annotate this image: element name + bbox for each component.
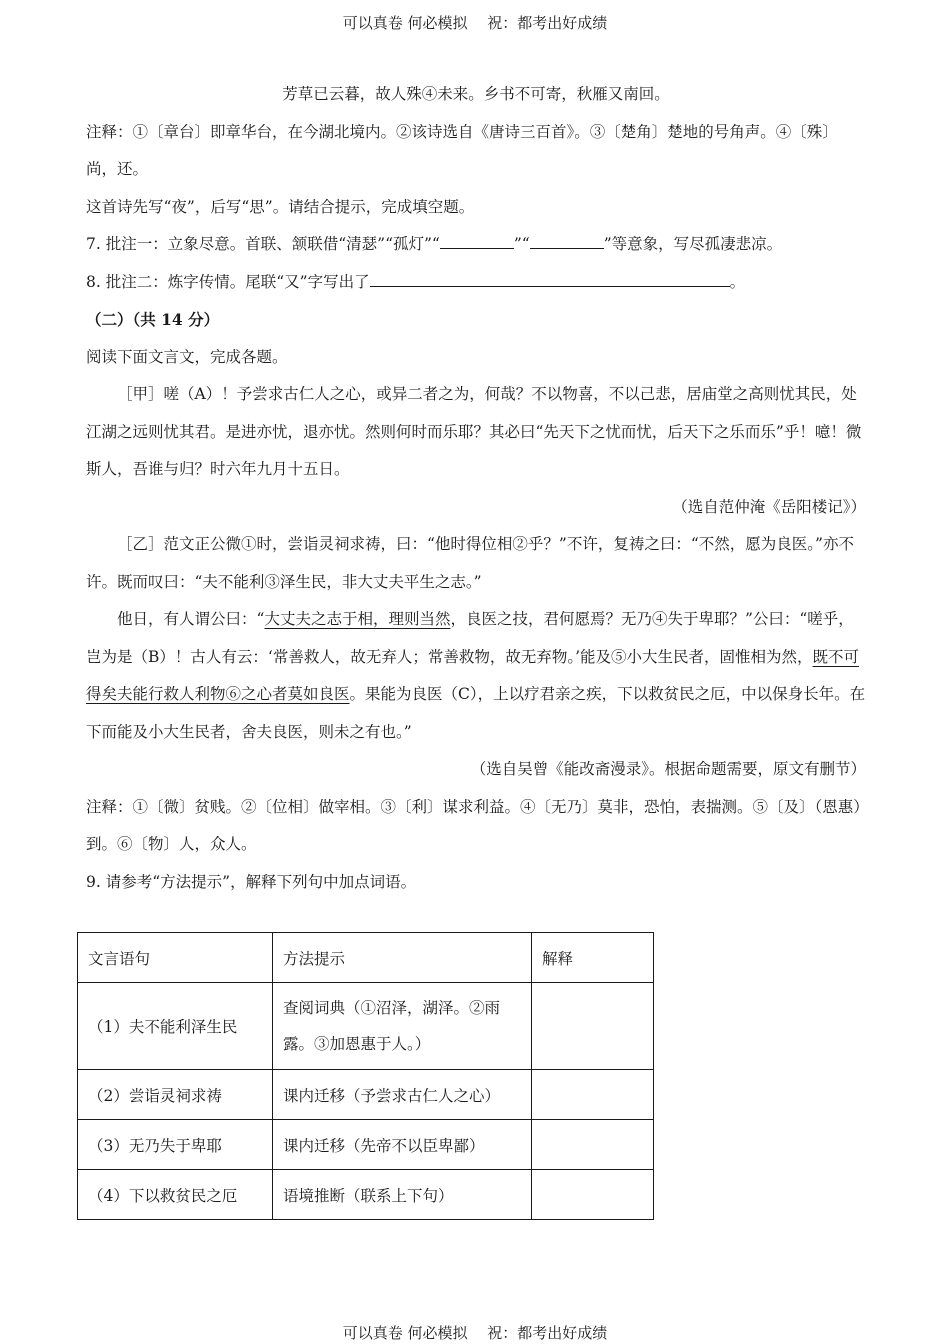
table-cell-hint: 课内迁移（先帝不以臣卑鄙） — [273, 1120, 532, 1170]
table-header-cell: 文言语句 — [78, 933, 273, 983]
q7-suffix: ”等意象，写尽孤凄悲凉。 — [603, 235, 783, 253]
table-cell-hint: 查阅词典（①沼泽，湖泽。②雨露。③加恩惠于人。） — [273, 983, 532, 1070]
passage-yi-text-a: 他日，有人谓公曰：“ — [117, 610, 265, 628]
underlined-sentence-2: 既不可得矣夫能行救人利物⑥之心者莫如良医 — [86, 647, 860, 703]
table-row — [78, 983, 654, 1070]
passage-yi-text-b: ，良医之技，君何愿焉？无乃④失于卑耶？”公曰：“嗟乎，岂为是（B）！古人有云：‘常善救人，故无弃人；常善救物，故无弃物。’能及⑤小大生民者，固惟相为然， — [86, 610, 854, 666]
passage-yi-para-2 — [86, 601, 866, 751]
passage-yi-source: （选自吴曾《能改斋漫录》。根据命题需要，原文有删节） — [470, 760, 866, 778]
passage-notes: 注释：①〔微〕贫贱。②〔位相〕做宰相。③〔利〕谋求利益。④〔无乃〕莫非，恐怕，表揣测。⑤〔及〕（恩惠）到。⑥〔物〕人，众人。 — [86, 797, 862, 853]
table-cell-sentence: （3）无乃失于卑耶 — [78, 1120, 273, 1170]
table-cell-hint: 课内迁移（予尝求古仁人之心） — [273, 1070, 532, 1120]
poem-last-line: 芳草已云暮，故人殊④未来。乡书不可寄，秋雁又南回。 — [282, 85, 670, 103]
table-cell-answer[interactable] — [532, 1170, 654, 1220]
table-header-row — [78, 933, 654, 983]
question-9-table — [77, 932, 654, 1220]
table-cell-sentence: （1）夫不能利泽生民 — [78, 983, 273, 1070]
underlined-sentence-1: 大丈夫之志于相，理则当然 — [264, 610, 451, 628]
table-header-cell: 解释 — [532, 933, 654, 983]
question-9-prompt: 9. 请参考“方法提示”，解释下列句中加点词语。 — [86, 872, 417, 891]
table-cell-sentence: （4）下以救贫民之厄 — [78, 1170, 273, 1220]
q7-blank-2[interactable] — [530, 231, 604, 249]
table-cell-answer[interactable] — [532, 983, 654, 1070]
q7-mid: ”“ — [513, 235, 530, 253]
q8-suffix: 。 — [729, 272, 746, 291]
passage-jia-source: （选自范仲淹《岳阳楼记》） — [672, 497, 866, 516]
question-8 — [86, 264, 866, 302]
page-header: 可以真卷 何必模拟 祝：都考出好成绩 — [342, 14, 608, 32]
poem-intro: 这首诗先写“夜”，后写“思”。请结合提示，完成填空题。 — [86, 197, 475, 216]
table-cell-sentence: （2）尝诣灵祠求祷 — [78, 1070, 273, 1120]
passage-yi-text-c: 。果能为良医（C），上以疗君亲之疾，下以救贫民之厄，中以保身长年。在下而能及小大生民者，舍夫良医，则未之有也。” — [86, 685, 866, 741]
q7-blank-1[interactable] — [440, 231, 514, 249]
table-header-cell: 方法提示 — [273, 933, 532, 983]
q7-prefix: 7. 批注一：立象尽意。首联、颔联借“清瑟”“孤灯”“ — [86, 235, 440, 253]
passage-yi-para-1: ［乙］范文正公微①时，尝诣灵祠求祷，曰：“他时得位相②乎？”不许，复祷之曰：“不然，愿为良医。”亦不许。既而叹曰：“夫不能利③泽生民，非大丈夫平生之志。” — [86, 535, 854, 591]
poem-notes: 注释：①〔章台〕即章华台，在今湖北境内。②该诗选自《唐诗三百首》。③〔楚角〕楚地的号角声。④〔殊〕尚，还。 — [86, 122, 838, 178]
question-7 — [86, 226, 866, 264]
page-footer: 可以真卷 何必模拟 祝：都考出好成绩 — [342, 1324, 608, 1342]
table-row — [78, 1070, 654, 1120]
q8-blank[interactable] — [370, 268, 730, 286]
table-cell-answer[interactable] — [532, 1070, 654, 1120]
passage-jia: ［甲］嗟（A）！予尝求古仁人之心，或异二者之为，何哉？不以物喜，不以己悲，居庙堂之高则忧其民，处江湖之远则忧其君。是进亦忧，退亦忧。然则何时而乐耶？其必曰“先天下之忧而忧，后天下之乐而乐”乎！噫！微斯人，吾谁与归？时六年九月十五日。 — [86, 385, 862, 478]
table-cell-hint: 语境推断（联系上下句） — [273, 1170, 532, 1220]
section-2-title: （二）（共 14 分） — [86, 310, 220, 329]
document-body — [86, 76, 866, 901]
table-row — [78, 1170, 654, 1220]
q8-prefix: 8. 批注二：炼字传情。尾联“又”字写出了 — [86, 272, 370, 291]
table-row — [78, 1120, 654, 1170]
table-cell-answer[interactable] — [532, 1120, 654, 1170]
section-2-instruction: 阅读下面文言文，完成各题。 — [86, 347, 288, 366]
